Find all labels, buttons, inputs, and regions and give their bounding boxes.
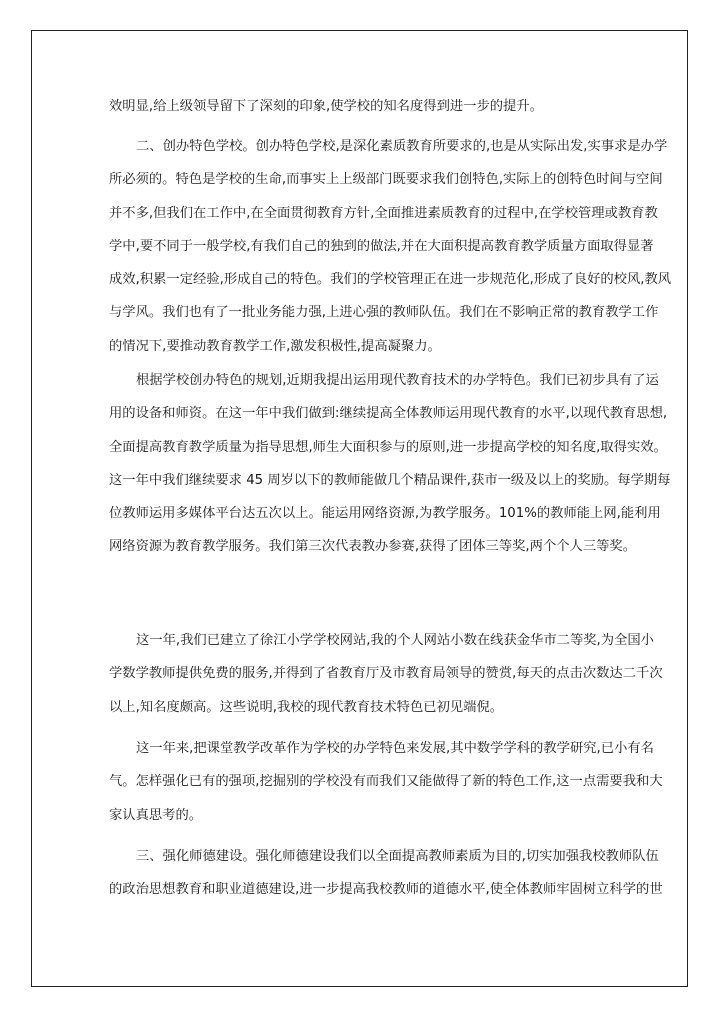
paragraph-classroom-reform xyxy=(109,732,663,832)
paragraph-special-school xyxy=(109,130,672,363)
text-line: 家认真思考的。 xyxy=(109,807,203,823)
text-line: 二、创办特色学校。创办特色学校,是深化素质教育所要求的,也是从实际出发,实事求是办学 xyxy=(136,139,668,154)
text-line: 效明显,给上级领导留下了深刻的印象,使学校的知名度得到进一步的提升。 xyxy=(109,99,543,114)
text-line: 所必须的。特色是学校的生命,而事实上上级部门既要求我们创特色,实际上的创特色时间与空间 xyxy=(109,172,663,188)
paragraph-school-website xyxy=(109,624,663,724)
text-line: 以上,知名度颇高。这些说明,我校的现代教育技术特色已初见端倪。 xyxy=(109,699,504,715)
text-line: 位教师运用多媒体平台达五次以上。能运用网络资源,为教学服务。101%的教师能上网,能利用 xyxy=(109,506,661,522)
text-line: 这一年来,把课堂教学改革作为学校的办学特色来发展,其中数学学科的教学研究,已小有名 xyxy=(136,741,654,756)
text-line: 学中,要不同于一般学校,有我们自己的独到的做法,并在大面积提高教育教学质量方面取得显著 xyxy=(109,238,654,254)
text-line: 三、强化师德建设。强化师德建设我们以全面提高教师素质为目的,切实加强我校教师队伍 xyxy=(136,849,659,864)
text-line: 成效,积累一定经验,形成自己的特色。我们的学校管理正在进一步规范化,形成了良好的校风,教风 xyxy=(109,272,672,288)
text-line: 根据学校创办特色的规划,近期我提出运用现代教育技术的办学特色。我们已初步具有了运 xyxy=(136,373,659,388)
text-line: 气。怎样强化已有的强项,挖掘别的学校没有而我们又能做得了新的特色工作,这一点需要我和大 xyxy=(109,774,663,790)
text-line: 的情况下,要推动教育教学工作,激发积极性,提高凝聚力。 xyxy=(109,338,441,354)
text-line: 这一年,我们已建立了徐江小学学校网站,我的个人网站小数在线获金华市二等奖,为全国小 xyxy=(136,633,654,648)
text-line: 这一年中我们继续要求 45 周岁以下的教师能做几个精品课件,获市一级及以上的奖励。每学期每 xyxy=(109,472,671,488)
text-line: 学数学教师提供免费的服务,并得到了省教育厅及市教育局领导的赞赏,每天的点击次数达二千次 xyxy=(109,666,663,682)
text-line: 的政治思想教育和职业道德建设,进一步提高我校教师的道德水平,使全体教师牢固树立科学的世 xyxy=(109,882,663,898)
text-line: 并不多,但我们在工作中,在全面贯彻教育方针,全面推进素质教育的过程中,在学校管理或教育教 xyxy=(109,205,658,221)
text-line: 用的设备和师资。在这一年中我们做到:继续提高全体教师运用现代教育的水平,以现代教育思想, xyxy=(109,406,668,422)
paragraph-education-technology xyxy=(109,364,671,564)
paragraph-continuation xyxy=(109,90,614,123)
text-line: 与学风。我们也有了一批业务能力强,上进心强的教师队伍。我们在不影响正常的教育教学工作 xyxy=(109,305,659,321)
text-line: 网络资源为教育教学服务。我们第三次代表教办参赛,获得了团体三等奖,两个个人三等奖。 xyxy=(109,539,637,555)
text-line: 全面提高教育教学质量为指导思想,师生大面积参与的原则,进一步提高学校的知名度,取得实效。 xyxy=(109,439,667,455)
paragraph-teacher-ethics xyxy=(109,840,663,907)
